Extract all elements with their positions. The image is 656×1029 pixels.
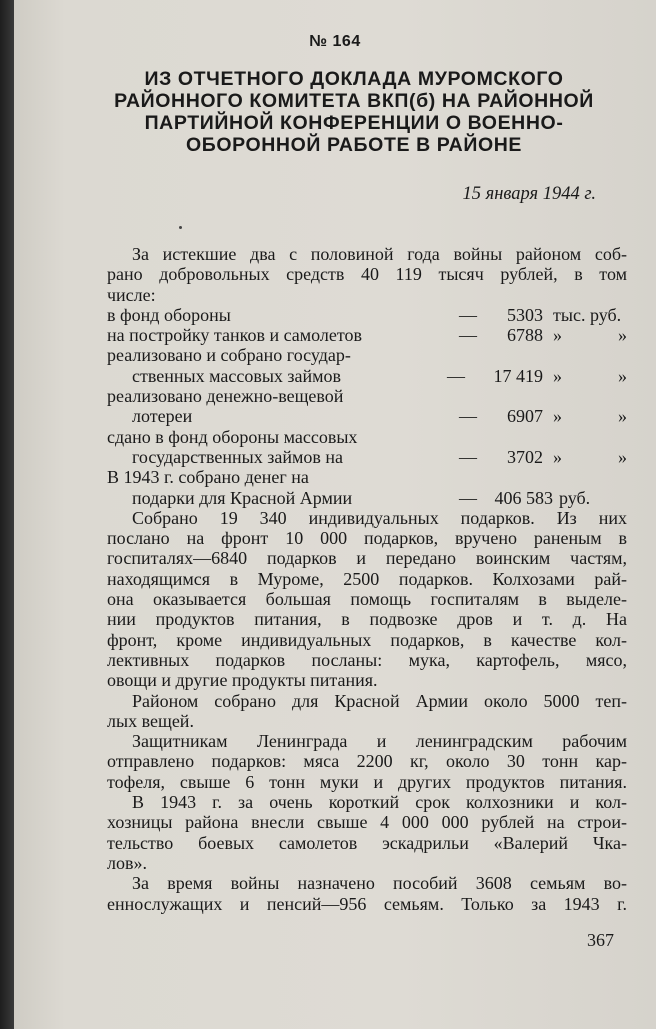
ledger-label: реализовано денежно-вещевой	[107, 386, 344, 407]
ledger-unit	[553, 406, 627, 426]
ledger-dash: —	[459, 487, 477, 508]
document-title	[74, 68, 634, 156]
ditto-mark: »	[553, 406, 562, 427]
ledger-label: подарки для Красной Армии	[132, 487, 353, 508]
text-line: овощи и другие продукты питания.	[107, 670, 378, 691]
text-line: За истекшие два с половиной года войны районом соб-	[132, 244, 627, 264]
text-line: В 1943 г. за очень короткий срок колхозники и кол-	[132, 792, 627, 813]
ledger-row	[107, 406, 627, 426]
text-line: рано добровольных средств 40 119 тысяч рублей, в том	[107, 264, 627, 285]
title-line: РАЙОННОГО КОМИТЕТА ВКП(б) НА РАЙОННОЙ	[114, 90, 594, 112]
document-date: 15 января 1944 г.	[462, 184, 596, 204]
ledger-value: 5303	[507, 304, 543, 325]
ditto-mark: »	[618, 446, 627, 467]
text-line: она оказывается большая помощь госпиталям в выделе-	[107, 589, 627, 610]
text-line: Районом собрано для Красной Армии около 5000 теп-	[132, 690, 627, 711]
ditto-mark: »	[618, 406, 627, 427]
print-speck	[179, 226, 182, 229]
ledger-value: 6907	[507, 406, 543, 427]
text-line: фронт, кроме индивидуальных подарков, в качестве кол-	[107, 629, 627, 650]
ledger-unit	[553, 447, 627, 467]
ledger-unit	[553, 325, 627, 345]
text-line: еннослужащих и пенсий—956 семьям. Только за 1943 г.	[107, 893, 627, 914]
ledger-dash: —	[459, 406, 477, 427]
ledger-dash: —	[459, 446, 477, 467]
text-line: Собрано 19 340 индивидуальных подарков. Из них	[132, 507, 627, 528]
ledger-unit	[553, 366, 627, 386]
text-line: лективных подарков посланы: мука, картофель, мясо,	[107, 649, 627, 670]
ditto-mark: »	[553, 325, 562, 346]
book-page	[14, 0, 656, 1029]
ledger-row	[107, 386, 627, 406]
ledger-label: лотереи	[132, 406, 193, 427]
text-line: хозницы района внесли свыше 4 000 000 рублей на строи-	[107, 812, 627, 833]
ledger-label: реализовано и собрано государ-	[107, 345, 351, 366]
ledger-row	[107, 366, 627, 386]
ditto-mark: »	[618, 365, 627, 386]
ledger-unit: тыс. руб.	[553, 304, 622, 325]
ditto-mark: »	[553, 365, 562, 386]
text-line: госпиталях—6840 подарков и передано воинским частям,	[107, 548, 627, 569]
ledger-row	[107, 447, 627, 467]
ledger-row	[107, 305, 627, 325]
document-body	[107, 244, 627, 914]
ledger-dash: —	[459, 304, 477, 325]
ledger-value: 406 583	[494, 487, 553, 508]
ledger-label: государственных займов на	[132, 446, 343, 467]
text-line: тельство боевых самолетов эскадрильи «Валерий Чка-	[107, 832, 627, 853]
ledger-dash: —	[447, 365, 465, 386]
text-line: послано на фронт 10 000 подарков, вручено раненым в	[107, 528, 627, 549]
text-line: находящимся в Муроме, 2500 подарков. Колхозами рай-	[107, 568, 627, 589]
ledger-row	[107, 325, 627, 345]
text-line: нии продуктов питания, в подвозке дров и т. д. На	[107, 609, 627, 630]
text-line: лов».	[107, 852, 147, 873]
ledger-label: в фонд обороны	[107, 304, 231, 325]
text-line: лых вещей.	[107, 710, 194, 731]
ledger-unit: руб.	[559, 487, 591, 508]
document-number: № 164	[309, 33, 361, 50]
text-line: числе:	[107, 284, 156, 305]
text-line: Защитникам Ленинграда и ленинградским рабочим	[132, 731, 627, 752]
book-spine-edge	[0, 0, 14, 1029]
ledger-dash: —	[459, 325, 477, 346]
title-line: ПАРТИЙНОЙ КОНФЕРЕНЦИИ О ВОЕННО-	[144, 112, 564, 134]
ledger-value: 17 419	[493, 365, 543, 386]
ledger-label: ственных массовых займов	[132, 365, 342, 386]
ledger-label: сдано в фонд обороны массовых	[107, 426, 358, 447]
ledger-value: 3702	[507, 446, 543, 467]
ledger-label: В 1943 г. собрано денег на	[107, 467, 309, 488]
page-number: 367	[587, 930, 614, 950]
ledger-row	[107, 427, 627, 447]
title-line: ИЗ ОТЧЕТНОГО ДОКЛАДА МУРОМСКОГО	[144, 68, 564, 90]
ledger-label: на постройку танков и самолетов	[107, 325, 363, 346]
ditto-mark: »	[618, 325, 627, 346]
ledger-value: 6788	[507, 325, 543, 346]
ledger-row	[107, 345, 627, 365]
ledger-row	[107, 467, 627, 487]
text-line: отправлено подарков: мяса 2200 кг, около 30 тонн кар-	[107, 751, 627, 772]
title-line: ОБОРОННОЙ РАБОТЕ В РАЙОНЕ	[185, 134, 523, 156]
ledger-row	[107, 488, 627, 508]
text-line: За время войны назначено пособий 3608 семьям во-	[132, 873, 627, 894]
ditto-mark: »	[553, 446, 562, 467]
text-line: тофеля, свыше 6 тонн муки и других продуктов питания.	[107, 771, 627, 792]
